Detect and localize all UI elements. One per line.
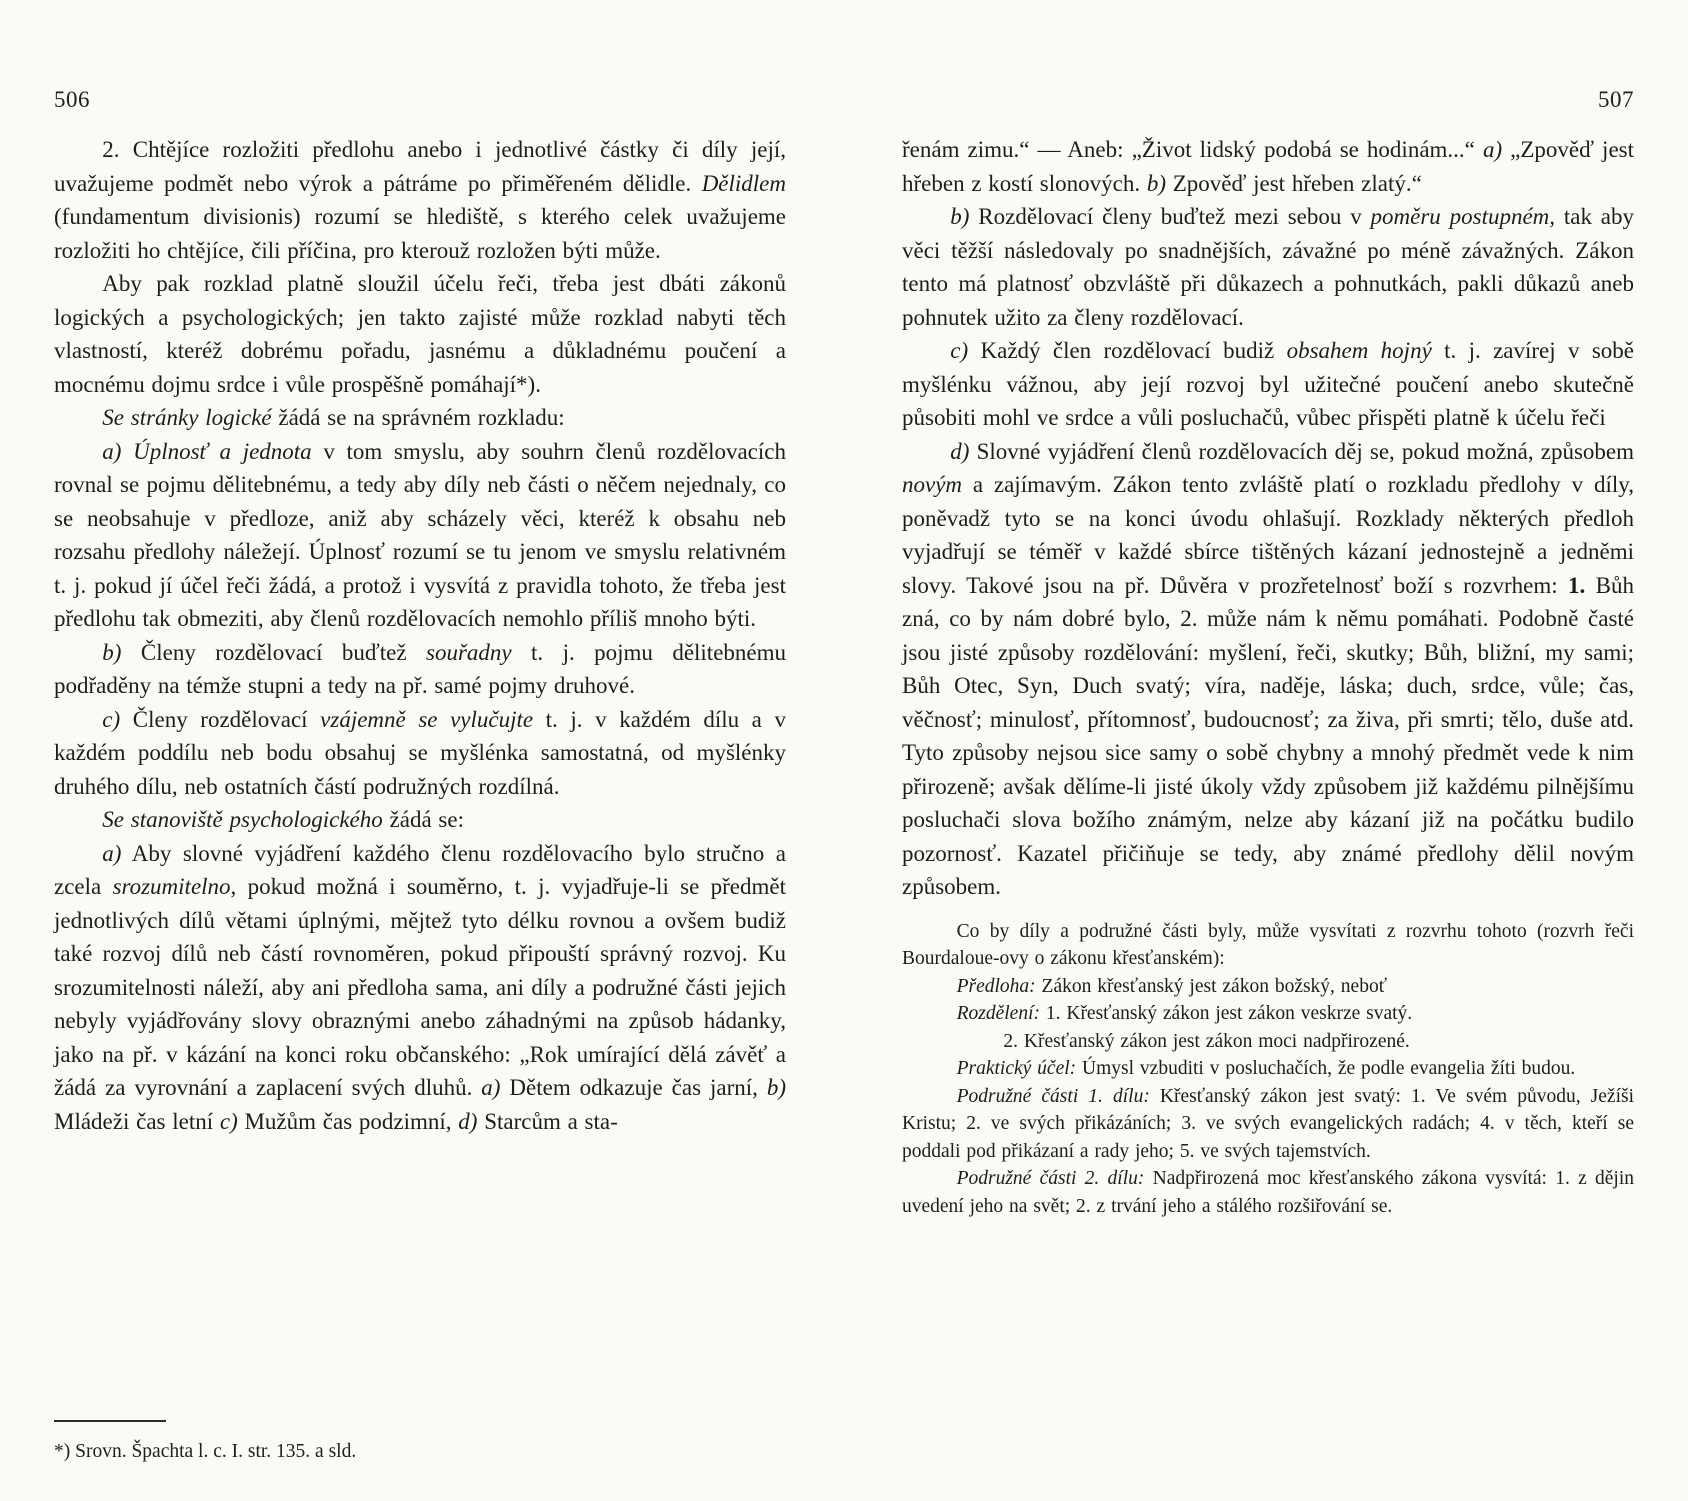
paragraph	[54, 267, 786, 401]
text-segment: Rozdělení:	[956, 1003, 1040, 1024]
text-segment: pokud možná i souměrno, t. j. vyjadřuje-li se předmět jednotlivých dílů větami úplnými, mějtež tyto délku rovnou a ovšem budiž také rozvoj dílů neb částí rovnoměren, pokud připouští správný rozvoj. Ku srozumitelnosti náleží, aby ani předloha sama, ani díly a podružné části jejich nebyly vyjádřovány slovy obraznými anebo záhadnými na způsob hádanky, jako na př. v kázání na konci roku občanského: „Rok umírající dělá závěť a žádá za vyrovnání a zaplacení svých dluhů.	[54, 874, 786, 1100]
text-segment: souřadny	[426, 639, 512, 665]
text-segment: Zpověď jest hřeben zlatý.“	[1166, 170, 1422, 196]
text-segment: Aby slovné vyjádření každého členu rozdělovacího bylo stručno a zcela	[54, 840, 786, 899]
page-right	[902, 88, 1634, 1465]
text-segment: žádá se na správném rozkladu:	[271, 405, 565, 430]
text-segment: d)	[458, 1108, 478, 1134]
text-segment: Bůh zná, co by nám dobré bylo, 2. může nám k němu pomáhati. Podobně časté jsou jisté způsoby rozdělování: myšlení, řeči, skutky; Bůh, bližní, my sami; Bůh Otec, Syn, Duch svatý; víra, naděje, láska; duch, srdce, vůle; čas, věčnosť; minulosť, přítomnosť, budoucnosť; za živa, při smrti; tělo, duše atd. Tyto způsoby nejsou sice samy o sobě chybny a mnohý předmět vede k nim přirozeně; avšak dělíme-li jisté úkoly vždy způsobem již každému pilnějšímu posluchači slova božího známým, nelze aby kázaní již na počátku budilo pozornosť. Kazatel přičiňuje se tedy, aby známé předlohy dělil novým způsobem.	[902, 572, 1634, 899]
text-segment: Se stanoviště psychologického	[102, 807, 383, 832]
text-segment: c)	[219, 1108, 238, 1134]
text-segment: Úmysl vzbuditi v posluchačích, že podle evangelia žíti budou.	[1076, 1058, 1576, 1079]
page-right-body	[902, 133, 1634, 1465]
text-segment: Podružné části 1. dílu:	[956, 1085, 1150, 1107]
text-segment: (fundamentum divisionis) rozumí se hlediště, s kterého celek uvažujeme rozložiti ho chtějíce, čili příčina, pro kterouž rozložen býti může.	[54, 204, 786, 263]
text-segment: c)	[102, 706, 121, 732]
text-segment: Předloha:	[956, 975, 1036, 997]
text-segment: Praktický účel:	[956, 1058, 1077, 1079]
text-segment: Členy rozdělovací	[120, 706, 321, 732]
text-segment: Členy rozdělovací buďtež	[121, 639, 426, 665]
text-segment: a)	[481, 1075, 501, 1100]
paragraph	[902, 200, 1634, 334]
text-segment: Křesťanský zákon jest svatý: 1. Ve svém původu, Ježíši Kristu; 2. ve svých přikázáních; 3. ve svých evangelických radách; 4. v těch, kteří se poddali pod přikázaní a rady jeho; 5. ve svých tajemstvích.	[902, 1085, 1634, 1162]
text-segment: Starcům a sta-	[477, 1108, 618, 1134]
text-segment: v tom smyslu, aby souhrn členů rozdělovacích rovnal se pojmu dělitebnému, a tedy aby díly neb části o něčem nejednaly, co se neobsahuje v předloze, aniž aby scházely věci, kteréž k obsahu neb rozsahu předlohy náležejí. Úplnosť rozumí se tu jenom ve smyslu relativném t. j. pokud jí účel řeči žádá, a protož i vysvítá z pravidla tohoto, že třeba jest předlohu tak obmeziti, aby členů rozdělovacích nemohlo příliš mnoho býti.	[54, 438, 786, 631]
text-segment: novým	[902, 472, 963, 497]
page-number-right: 507	[1598, 87, 1634, 112]
text-segment: 1.	[1568, 572, 1586, 598]
text-segment: Co by díly a podružné části byly, může vysvítati z rozvrhu tohoto (rozvrh řeči Bourdaloue-ovy o zákonu křesťanském):	[902, 920, 1634, 969]
paragraph	[902, 133, 1634, 200]
footnote-text: *) Srovn. Špachta l. c. I. str. 135. a sld.	[54, 1441, 357, 1462]
paragraph	[902, 1028, 1634, 1056]
text-segment: žádá se:	[382, 807, 464, 832]
paragraph	[54, 401, 786, 435]
footnote-block	[54, 1420, 786, 1465]
text-segment: Dětem odkazuje čas jarní,	[500, 1075, 767, 1100]
paragraph	[902, 1055, 1634, 1083]
text-segment: Aby pak rozklad platně sloužil účelu řeči, třeba jest dbáti zákonů logických a psychologických; jen takto zajisté může rozklad nabyti těch vlastností, kteréž dobrému pořadu, jasnému a důkladnému poučení a mocnému dojmu srdce i vůle prospěšně pomáhají*).	[54, 271, 786, 397]
text-segment: „Zpověď jest hřeben z kostí slonových.	[902, 137, 1634, 196]
paragraph	[902, 1000, 1634, 1028]
paragraph	[902, 973, 1634, 1001]
footnote-rule	[54, 1420, 166, 1422]
text-segment: 1. Křesťanský zákon jest zákon veskrze svatý.	[1039, 1003, 1413, 1024]
text-segment: b)	[766, 1075, 786, 1100]
paragraph	[54, 435, 786, 636]
paragraph	[902, 918, 1634, 973]
paragraph	[902, 334, 1634, 435]
paragraph	[54, 803, 786, 837]
paragraph	[902, 1165, 1634, 1220]
text-segment: t. j. zavírej v sobě myšlénku vážnou, aby její rozvoj byl užitečné poučení anebo skutečně působiti mohl ve srdce a vůli posluchačů, vůbec přispěti platně k účelu řeči	[902, 338, 1634, 430]
text-segment: Každý člen rozdělovací budiž	[968, 338, 1287, 363]
text-segment: Nadpřirozená moc křesťanského zákona vysvítá: 1. z dějin uvedení jeho na svět; 2. z trvání jeho a stálého rozšiřování se.	[902, 1168, 1634, 1217]
text-segment: b)	[1146, 170, 1166, 196]
page-left	[54, 88, 786, 1465]
text-segment: b)	[950, 204, 970, 229]
text-segment: vzájemně se vylučujte	[320, 706, 534, 732]
text-segment: Se stránky logické	[102, 405, 272, 430]
text-segment: Slovné vyjádření členů rozdělovacích děj se, pokud možná, způsobem	[969, 438, 1634, 464]
text-segment: a)	[102, 840, 122, 866]
text-segment: srozumitelno,	[112, 874, 237, 899]
paragraph	[54, 837, 786, 1139]
text-segment: 2. Chtějíce rozložiti předlohu anebo i jednotlivé částky či díly její, uvažujeme podmět nebo výrok a pátráme po přiměřeném dělidle.	[54, 137, 786, 196]
paragraph	[902, 1083, 1634, 1166]
text-segment: t. j. v každém dílu a v každém poddílu neb bodu obsahuj se myšlénka samostatná, od myšlénky druhého dílu, neb ostatních částí podružných rozdílná.	[54, 706, 786, 799]
text-segment: c)	[950, 338, 969, 363]
text-segment: Mužům čas podzimní,	[237, 1108, 459, 1134]
text-segment: Mládeži čas letní	[54, 1108, 220, 1134]
page-left-body	[54, 133, 786, 1390]
text-segment: Rozdělovací členy buďtež mezi sebou v	[969, 204, 1371, 229]
text-segment: Dělidlem	[701, 170, 786, 196]
paragraph	[54, 133, 786, 267]
page-number-left: 506	[54, 87, 90, 112]
text-segment: poměru postupném,	[1370, 204, 1556, 229]
text-segment: a) Úplnosť a jednota	[102, 438, 312, 464]
text-segment: Podružné části 2. dílu:	[956, 1168, 1145, 1189]
text-segment: a)	[1482, 137, 1503, 162]
text-segment: a zajímavým. Zákon tento zvláště platí o rozkladu předlohy v díly, poněvadž tyto se na konci úvodu ohlašují. Rozklady některých předloh vyjadřují se téměř v každé sbírce tištěných kázaní jednostejně a jedněmi slovy. Takové jsou na př. Důvěra v prozřetelnosť boží s rozvrhem:	[902, 472, 1634, 598]
text-segment: 2. Křesťanský zákon jest zákon moci nadpřirozené.	[1003, 1030, 1410, 1052]
text-segment: b)	[102, 639, 122, 665]
text-segment: obsahem hojný	[1286, 338, 1432, 363]
text-segment: t. j. pojmu dělitebnému podřaděny na témže stupni a tedy na př. samé pojmy druhové.	[54, 639, 787, 698]
text-segment: tak aby věci těžší následovaly po snadnějších, závažné po méně závažných. Zákon tento má platnosť obzvláště při důkazech a pohnutkách, pakli důkazů aneb pohnutek užito za členy rozdělovací.	[902, 204, 1635, 330]
paragraph	[54, 636, 786, 703]
text-segment: řenám zimu.“ — Aneb: „Život lidský podobá se hodinám...“	[902, 137, 1483, 162]
paragraph	[54, 703, 786, 804]
text-segment: d)	[950, 438, 970, 464]
text-segment: Zákon křesťanský jest zákon božský, neboť	[1035, 975, 1388, 997]
paragraph	[902, 435, 1634, 904]
